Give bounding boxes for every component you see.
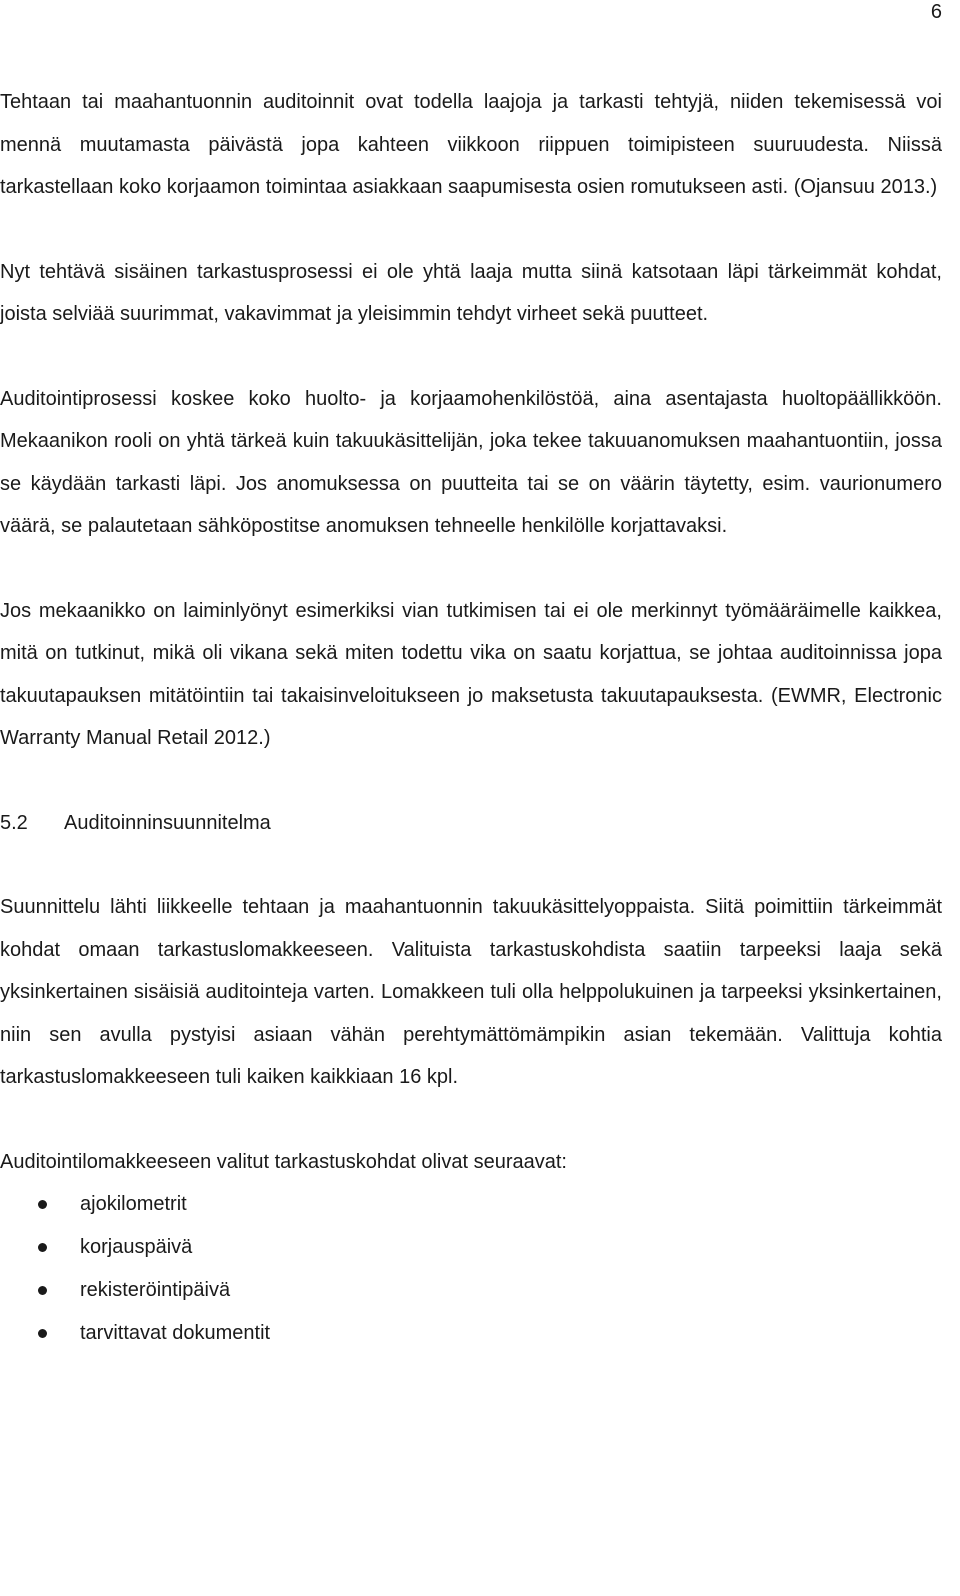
page-number: 6 [930,1,942,23]
bullet-icon [38,1200,47,1209]
bullet-icon [38,1243,47,1252]
list-item [0,1312,942,1355]
document-body [0,81,942,1355]
list-item-label: korjauspäivä [80,1236,193,1258]
paragraph-audit-scope: Tehtaan tai maahantuonnin auditoinnit ovat todella laajoja ja tarkasti tehtyjä, niiden tekemisessä voi mennä muutamasta päivästä jopa kahteen viikkoon riippuen toimipisteen suuruudesta. Niissä tarkastellaan koko korjaamon toimintaa asiakkaan saapumisesta osien romutukseen asti. (Ojansuu 2013.) [0,91,942,198]
section-number: 5.2 [0,811,28,834]
list-item [0,1269,942,1312]
paragraph-list-intro: Auditointilomakkeeseen valitut tarkastuskohdat olivat seuraavat: [0,1150,567,1173]
list-item-label: rekisteröintipäivä [80,1279,231,1301]
section-heading [0,802,942,845]
list-item [0,1226,942,1269]
list-item-label: tarvittavat dokumentit [80,1322,271,1344]
bullet-icon [38,1329,47,1338]
list-item-label: ajokilometrit [80,1193,187,1215]
checklist-items [0,1183,942,1355]
paragraph-planning: Suunnittelu lähti liikkeelle tehtaan ja maahantuonnin takuukäsittelyoppaista. Siitä poimittiin tärkeimmät kohdat omaan tarkastuslomakkeeseen. Valituista tarkastuskohdista saatiin tarpeeksi laaja sekä yksinkertainen sisäisiä auditointeja varten. Lomakkeen tuli olla helppolukuinen ja tarpeeksi yksinkertainen, niin sen avulla pystyisi asiaan vähän perehtymättömämpikin asian tekemään. Valittuja kohtia tarkastuslomakkeeseen tuli kaiken kaikkiaan 16 kpl. [0,896,942,1088]
list-item [0,1183,942,1226]
bullet-icon [38,1286,47,1295]
section-title: Auditoinninsuunnitelma [64,811,271,834]
paragraph-audit-personnel: Auditointiprosessi koskee koko huolto- ja korjaamohenkilöstöä, aina asentajasta huoltopäällikköön. Mekaanikon rooli on yhtä tärkeä kuin takuukäsittelijän, joka tekee takuuanomuksen maahantuontiin, jossa se käydään tarkasti läpi. Jos anomuksessa on puutteita tai se on väärin täytetty, esim. vaurionumero väärä, se palautetaan sähköpostitse anomuksen tehneelle henkilölle korjattavaksi. [0,387,942,537]
paragraph-internal-process: Nyt tehtävä sisäinen tarkastusprosessi ei ole yhtä laaja mutta siinä katsotaan läpi tärkeimmät kohdat, joista selviää suurimmat, vakavimmat ja yleisimmin tehdyt virheet sekä puutteet. [0,260,942,325]
paragraph-mechanic-neglect: Jos mekaanikko on laiminlyönyt esimerkiksi vian tutkimisen tai ei ole merkinnyt työmääräimelle kaikkea, mitä on tutkinut, mikä oli vikana sekä miten todettu vika on saatu korjattua, se johtaa auditoinnissa jopa takuutapauksen mitätöintiin tai takaisinveloitukseen jo maksetusta takuutapauksesta. (EWMR, Electronic Warranty Manual Retail 2012.) [0,599,942,749]
